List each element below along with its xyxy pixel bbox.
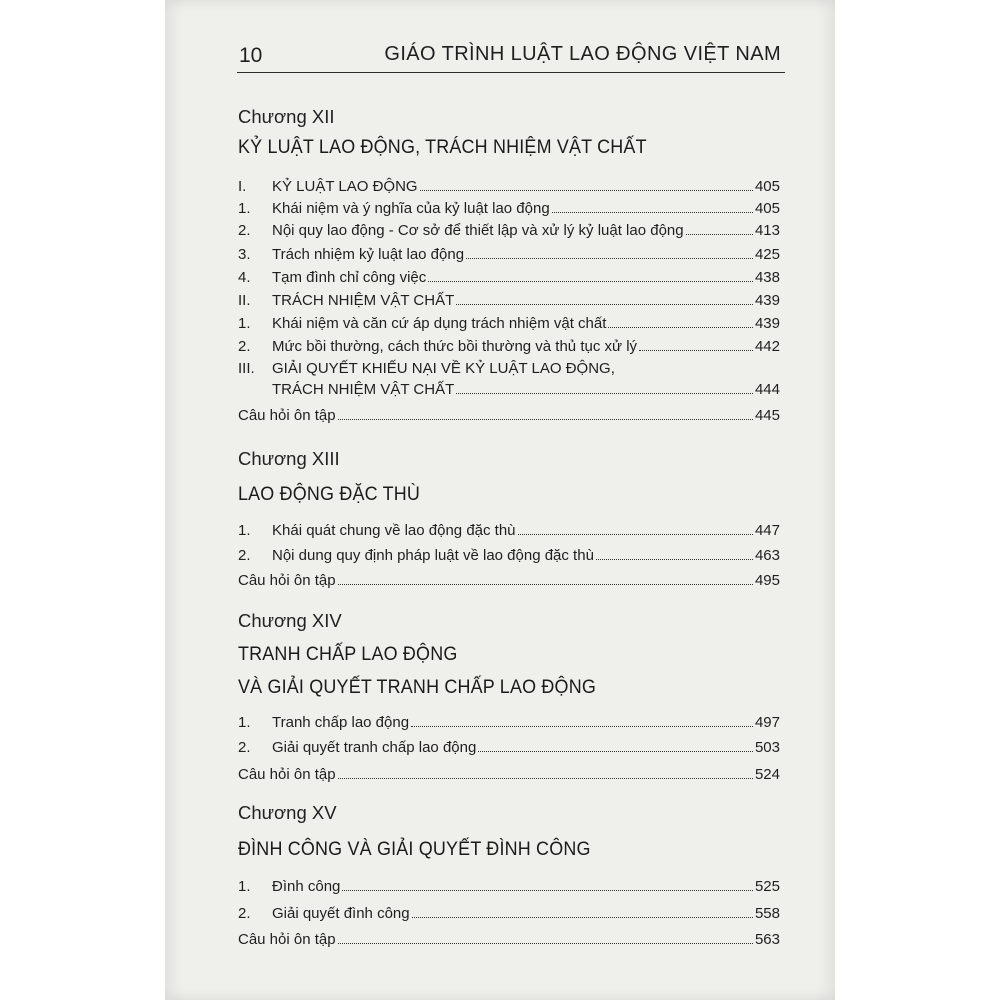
- running-title: GIÁO TRÌNH LUẬT LAO ĐỘNG VIỆT NAM: [384, 43, 781, 65]
- toc-entry: 3. Trách nhiệm kỷ luật lao động 425: [238, 246, 780, 263]
- chapter-title: ĐÌNH CÔNG VÀ GIẢI QUYẾT ĐÌNH CÔNG: [238, 838, 591, 860]
- toc-entry: 1. Khái quát chung về lao động đặc thù 447: [238, 522, 780, 539]
- toc-entry: 1. Khái niệm và căn cứ áp dụng trách nhiệm vật chất 439: [238, 315, 780, 332]
- toc-entry: 2. Nội quy lao động - Cơ sở để thiết lập và xử lý kỷ luật lao động 413: [238, 222, 780, 239]
- toc-review-questions: Câu hỏi ôn tập 563: [238, 931, 780, 948]
- toc-entry: 4. Tạm đình chỉ công việc 438: [238, 269, 780, 286]
- toc-entry: II. TRÁCH NHIỆM VẬT CHẤT 439: [238, 292, 780, 309]
- chapter-title: LAO ĐỘNG ĐẶC THÙ: [238, 483, 421, 505]
- toc-review-questions: Câu hỏi ôn tập 495: [238, 572, 780, 589]
- chapter-title: TRANH CHẤP LAO ĐỘNG: [238, 643, 458, 665]
- page-number: 10: [239, 44, 263, 67]
- toc-entry: 1. Tranh chấp lao động 497: [238, 714, 780, 731]
- toc-entry: 1. Đình công 525: [238, 878, 780, 895]
- chapter-label: Chương XII: [238, 106, 335, 127]
- chapter-label: Chương XIII: [238, 448, 340, 469]
- toc-entry: 2. Giải quyết tranh chấp lao động 503: [238, 739, 780, 756]
- toc-entry: I. KỶ LUẬT LAO ĐỘNG 405: [238, 178, 780, 195]
- toc-entry: 2. Nội dung quy định pháp luật về lao động đặc thù 463: [238, 547, 780, 564]
- chapter-label: Chương XIV: [238, 610, 342, 631]
- page-header: [237, 40, 785, 73]
- toc-review-questions: Câu hỏi ôn tập 445: [238, 407, 780, 424]
- toc-entry: 2. Mức bồi thường, cách thức bồi thường và thủ tục xử lý 442: [238, 338, 780, 355]
- book-page: [165, 0, 835, 1000]
- toc-review-questions: Câu hỏi ôn tập 524: [238, 766, 780, 783]
- toc-entry: 2. Giải quyết đình công 558: [238, 905, 780, 922]
- chapter-label: Chương XV: [238, 802, 337, 823]
- toc-entry: 1. Khái niệm và ý nghĩa của kỷ luật lao động 405: [238, 200, 780, 217]
- chapter-title: KỶ LUẬT LAO ĐỘNG, TRÁCH NHIỆM VẬT CHẤT: [238, 136, 647, 158]
- chapter-title-line2: VÀ GIẢI QUYẾT TRANH CHẤP LAO ĐỘNG: [238, 676, 596, 698]
- toc-entry: III. GIẢI QUYẾT KHIẾU NẠI VỀ KỶ LUẬT LAO ĐỘNG, TRÁCH NHIỆM VẬT CHẤT 444: [238, 360, 780, 398]
